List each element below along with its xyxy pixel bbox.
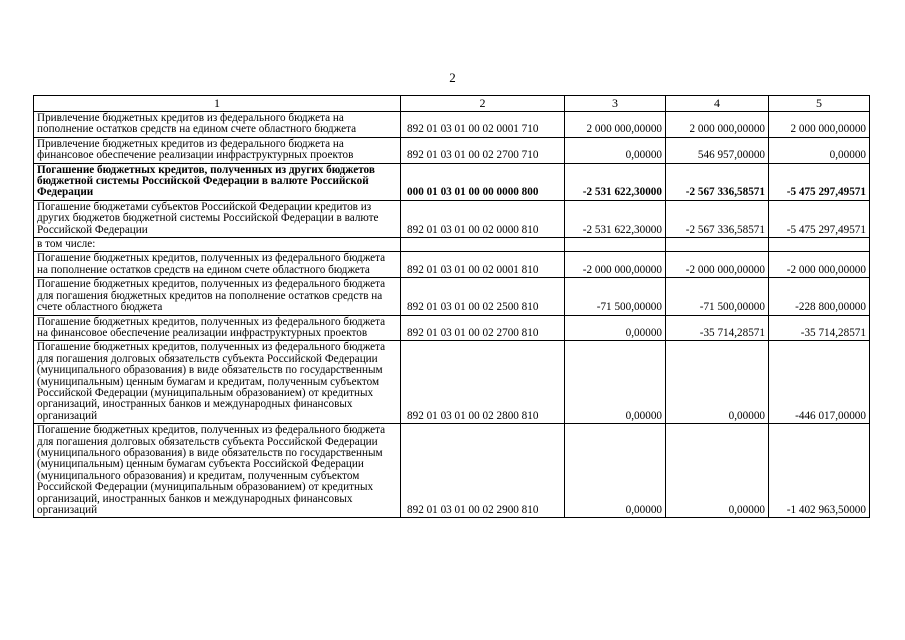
table-row: [34, 424, 870, 518]
row-value-col3: 2 000 000,00000: [565, 112, 666, 138]
row-description: Погашение бюджетных кредитов, полученных из федерального бюджета для погашения бюджетных кредитов на пополнение остатков средств на счете областного бюджета: [34, 278, 401, 315]
row-code: 000 01 03 01 00 00 0000 800: [401, 163, 565, 200]
row-code: 892 01 03 01 00 02 0000 810: [401, 200, 565, 237]
column-header: 1: [34, 96, 401, 112]
row-code: 892 01 03 01 00 02 2900 810: [401, 424, 565, 518]
row-description: Погашение бюджетами субъектов Российской Федерации кредитов из других бюджетов бюджетной системы Российской Федерации в валюте Российской Федерации: [34, 200, 401, 237]
row-value-col4: -71 500,00000: [666, 278, 769, 315]
page-number: 2: [449, 70, 456, 85]
table-row: [34, 315, 870, 341]
row-code: 892 01 03 01 00 02 2500 810: [401, 278, 565, 315]
row-description: Привлечение бюджетных кредитов из федерального бюджета на финансовое обеспечение реализации инфраструктурных проектов: [34, 137, 401, 163]
row-value-col3: 0,00000: [565, 341, 666, 424]
table-header-row: [34, 96, 870, 112]
row-value-col5: 0,00000: [769, 137, 870, 163]
table-row: [34, 112, 870, 138]
row-value-col3: -2 531 622,30000: [565, 200, 666, 237]
budget-table: [33, 95, 870, 518]
row-value-col4: 0,00000: [666, 424, 769, 518]
column-header: 4: [666, 96, 769, 112]
row-value-col4: [666, 238, 769, 252]
row-value-col3: -2 000 000,00000: [565, 252, 666, 278]
column-header: 3: [565, 96, 666, 112]
row-value-col5: -35 714,28571: [769, 315, 870, 341]
row-code: [401, 238, 565, 252]
row-value-col5: -1 402 963,50000: [769, 424, 870, 518]
table-row: [34, 200, 870, 237]
row-code: 892 01 03 01 00 02 2700 810: [401, 315, 565, 341]
row-value-col4: 0,00000: [666, 341, 769, 424]
row-value-col3: 0,00000: [565, 424, 666, 518]
row-description: Погашение бюджетных кредитов, полученных из федерального бюджета для погашения долговых обязательств субъекта Российской Федерации (муниципального образования) в виде обязательств по государственным (муниципальным) ценным бумагам субъекта Российской Федерации (муниципального образования) и кредитам, полученным субъектом Российской Федерации (муниципальным образованием) от кредитных организаций, иностранных банков и международных финансовых организаций: [34, 424, 401, 518]
row-value-col5: -2 000 000,00000: [769, 252, 870, 278]
row-value-col3: 0,00000: [565, 315, 666, 341]
row-value-col3: -2 531 622,30000: [565, 163, 666, 200]
row-description: Погашение бюджетных кредитов, полученных из федерального бюджета на финансовое обеспечение реализации инфраструктурных проектов: [34, 315, 401, 341]
row-code: 892 01 03 01 00 02 2700 710: [401, 137, 565, 163]
row-code: 892 01 03 01 00 02 2800 810: [401, 341, 565, 424]
row-value-col4: -2 567 336,58571: [666, 163, 769, 200]
row-value-col5: -446 017,00000: [769, 341, 870, 424]
row-value-col4: -2 000 000,00000: [666, 252, 769, 278]
table-row: [34, 252, 870, 278]
row-value-col5: -228 800,00000: [769, 278, 870, 315]
row-value-col3: -71 500,00000: [565, 278, 666, 315]
table-row-total: [34, 163, 870, 200]
row-value-col5: -5 475 297,49571: [769, 163, 870, 200]
table-row: [34, 137, 870, 163]
table-row: [34, 278, 870, 315]
row-value-col4: -2 567 336,58571: [666, 200, 769, 237]
table-row: [34, 238, 870, 252]
row-code: 892 01 03 01 00 02 0001 810: [401, 252, 565, 278]
row-value-col4: 2 000 000,00000: [666, 112, 769, 138]
row-description: Погашение бюджетных кредитов, полученных из других бюджетов бюджетной системы Российской Федерации в валюте Российской Федерации: [34, 163, 401, 200]
row-description: Погашение бюджетных кредитов, полученных из федерального бюджета на пополнение остатков средств на едином счете областного бюджета: [34, 252, 401, 278]
row-description: Погашение бюджетных кредитов, полученных из федерального бюджета для погашения долговых обязательств субъекта Российской Федерации (муниципального образования) в виде обязательств по государственным (муниципальным) ценным бумагам и кредитам, полученным субъектом Российской Федерации (муниципальным образованием) от кредитных организаций, иностранных банков и международных финансовых организаций: [34, 341, 401, 424]
row-value-col5: [769, 238, 870, 252]
column-header: 2: [401, 96, 565, 112]
row-value-col3: [565, 238, 666, 252]
row-description: Привлечение бюджетных кредитов из федерального бюджета на пополнение остатков средств на едином счете областного бюджета: [34, 112, 401, 138]
row-code: 892 01 03 01 00 02 0001 710: [401, 112, 565, 138]
row-value-col5: 2 000 000,00000: [769, 112, 870, 138]
column-header: 5: [769, 96, 870, 112]
row-value-col4: -35 714,28571: [666, 315, 769, 341]
row-description: в том числе:: [34, 238, 401, 252]
row-value-col3: 0,00000: [565, 137, 666, 163]
table-row: [34, 341, 870, 424]
row-value-col5: -5 475 297,49571: [769, 200, 870, 237]
row-value-col4: 546 957,00000: [666, 137, 769, 163]
